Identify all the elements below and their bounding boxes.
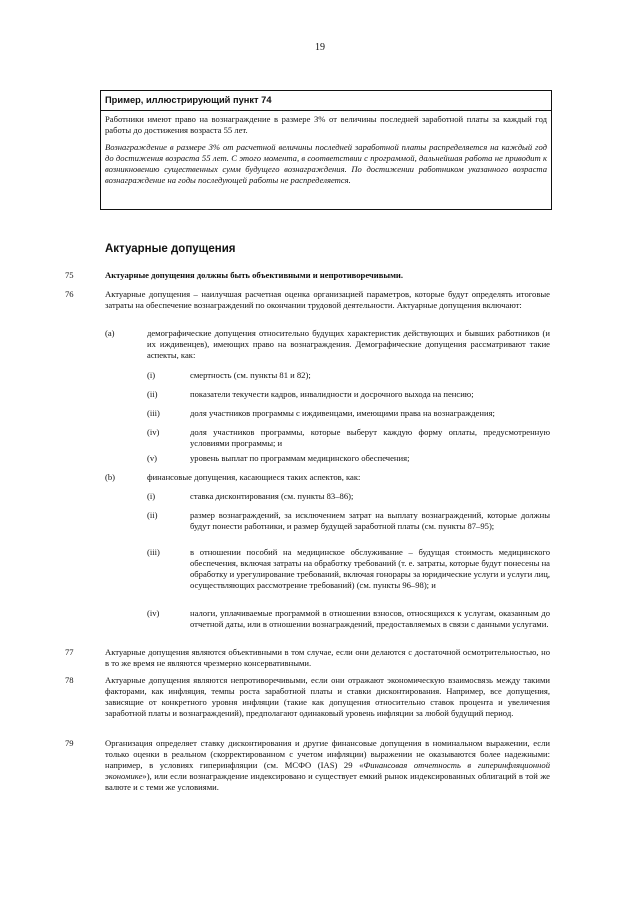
example-statement: Работники имеют право на вознаграждение в размере 3% от величины последней заработной платы за каждый год работы до достижения возраста 55 лет. <box>105 114 547 135</box>
paragraph-75: Актуарные допущения должны быть объективными и непротиворечивыми. <box>105 270 404 280</box>
example-box <box>100 90 552 210</box>
paragraph-number-76: 76 <box>65 289 74 299</box>
list-b-item-label: (ii) <box>147 510 158 520</box>
paragraph-79-text-end: »), или если вознаграждение индексировано и существует емкий рынок индексированных облигаций в той же валюте и с теми же условиями. <box>105 771 550 792</box>
example-explanation: Вознаграждение в размере 3% от расчетной величины последней заработной платы распределяется на каждый год до достижения возраста 55 лет. С этого момента, в соответствии с программой, дальнейшая работа не приводит к возникновению существенных сумм будущего вознаграждения. По достижении работником указанного возраста вознаграждение на годы последующей работы не распределяется. <box>105 142 547 185</box>
paragraph-78: Актуарные допущения являются непротиворечивыми, если они отражают экономическую взаимосвязь между такими факторами, как инфляция, темпы роста заработной платы и ставки дисконтирования. Например, все допущения, зависящие от конкретного уровня инфляции (такие как допущения относительно ставок процента и увеличения заработной платы и вознаграждений), предполагают одинаковый уровень инфляции за любой будущий период. <box>105 675 550 718</box>
list-a-label: (a) <box>105 328 115 338</box>
list-b-item-text: налоги, уплачиваемые программой в отношении взносов, относящихся к услугам, оказанным до отчетной даты, или в отношении вознаграждений, предоставляемых в связи с данными услугами. <box>190 608 550 629</box>
list-a-item-label: (i) <box>147 370 156 380</box>
paragraph-number-79: 79 <box>65 738 74 748</box>
list-b-item-label: (i) <box>147 491 156 501</box>
list-a-item-label: (v) <box>147 453 158 463</box>
page-number: 19 <box>315 42 325 53</box>
list-a-item-label: (iii) <box>147 408 160 418</box>
paragraph-number-75: 75 <box>65 270 74 280</box>
list-a-item-label: (iv) <box>147 427 160 437</box>
list-a-item-text: доля участников программы, которые выберут каждую форму оплаты, предусмотренную условиями программы; и <box>190 427 550 448</box>
list-b-item-label: (iii) <box>147 547 160 557</box>
list-b-text: финансовые допущения, касающиеся таких аспектов, как: <box>147 472 361 482</box>
paragraph-79-text-start: Организация определяет ставку дисконтирования и другие финансовые допущения в номинальном выражении, если только оценки в реальном (скорректированном с учетом инфляции) выражении не оказываются более надежными: например, в условиях гиперинфляции (см. МСФО (IAS) 29 « <box>105 738 550 770</box>
paragraph-79 <box>105 738 550 793</box>
list-b-item-text: в отношении пособий на медицинское обслуживание – будущая стоимость медицинского обеспечения, включая затраты на обработку требований (т. е. затраты, которые будут понесены на обработку и урегулирование требований, включая гонорары за юридические услуги и услуги лиц, осуществляющих рассмотрение требований) (см. пункты 96–98); и <box>190 547 550 590</box>
list-b-item-text: размер вознаграждений, за исключением затрат на выплату вознаграждений, которые должны будут понести работники, и размер будущей заработной платы (см. пункты 87–95); <box>190 510 550 531</box>
paragraph-number-77: 77 <box>65 647 74 657</box>
list-a-item-text: уровень выплат по программам медицинского обеспечения; <box>190 453 410 463</box>
paragraph-79-standard-title: Финансовая отчетность в гиперинфляционной экономике <box>105 760 550 781</box>
list-a-item-text: доля участников программы с иждивенцами, имеющими права на вознаграждения; <box>190 408 495 418</box>
list-b-item-text: ставка дисконтирования (см. пункты 83–86); <box>190 491 354 501</box>
paragraph-76: Актуарные допущения – наилучшая расчетная оценка организацией параметров, которые будут определять итоговые затраты на обеспечение вознаграждений по окончании трудовой деятельности. Актуарные допущения включают: <box>105 289 550 310</box>
list-b-label: (b) <box>105 472 116 482</box>
section-title: Актуарные допущения <box>105 243 236 255</box>
list-a-item-text: смертность (см. пункты 81 и 82); <box>190 370 311 380</box>
list-a-item-text: показатели текучести кадров, инвалидности и досрочного выхода на пенсию; <box>190 389 474 399</box>
paragraph-77: Актуарные допущения являются объективными в том случае, если они делаются с достаточной осмотрительностью, но в то же время не являются чрезмерно консервативными. <box>105 647 550 668</box>
example-box-title: Пример, иллюстрирующий пункт 74 <box>101 91 551 111</box>
paragraph-number-78: 78 <box>65 675 74 685</box>
list-a-text: демографические допущения относительно будущих характеристик действующих и бывших работников (и их иждивенцев), имеющих право на вознаграждения. Демографические допущения рассматривают такие аспекты, как: <box>147 328 550 360</box>
list-a-item-label: (ii) <box>147 389 158 399</box>
list-b-item-label: (iv) <box>147 608 160 618</box>
